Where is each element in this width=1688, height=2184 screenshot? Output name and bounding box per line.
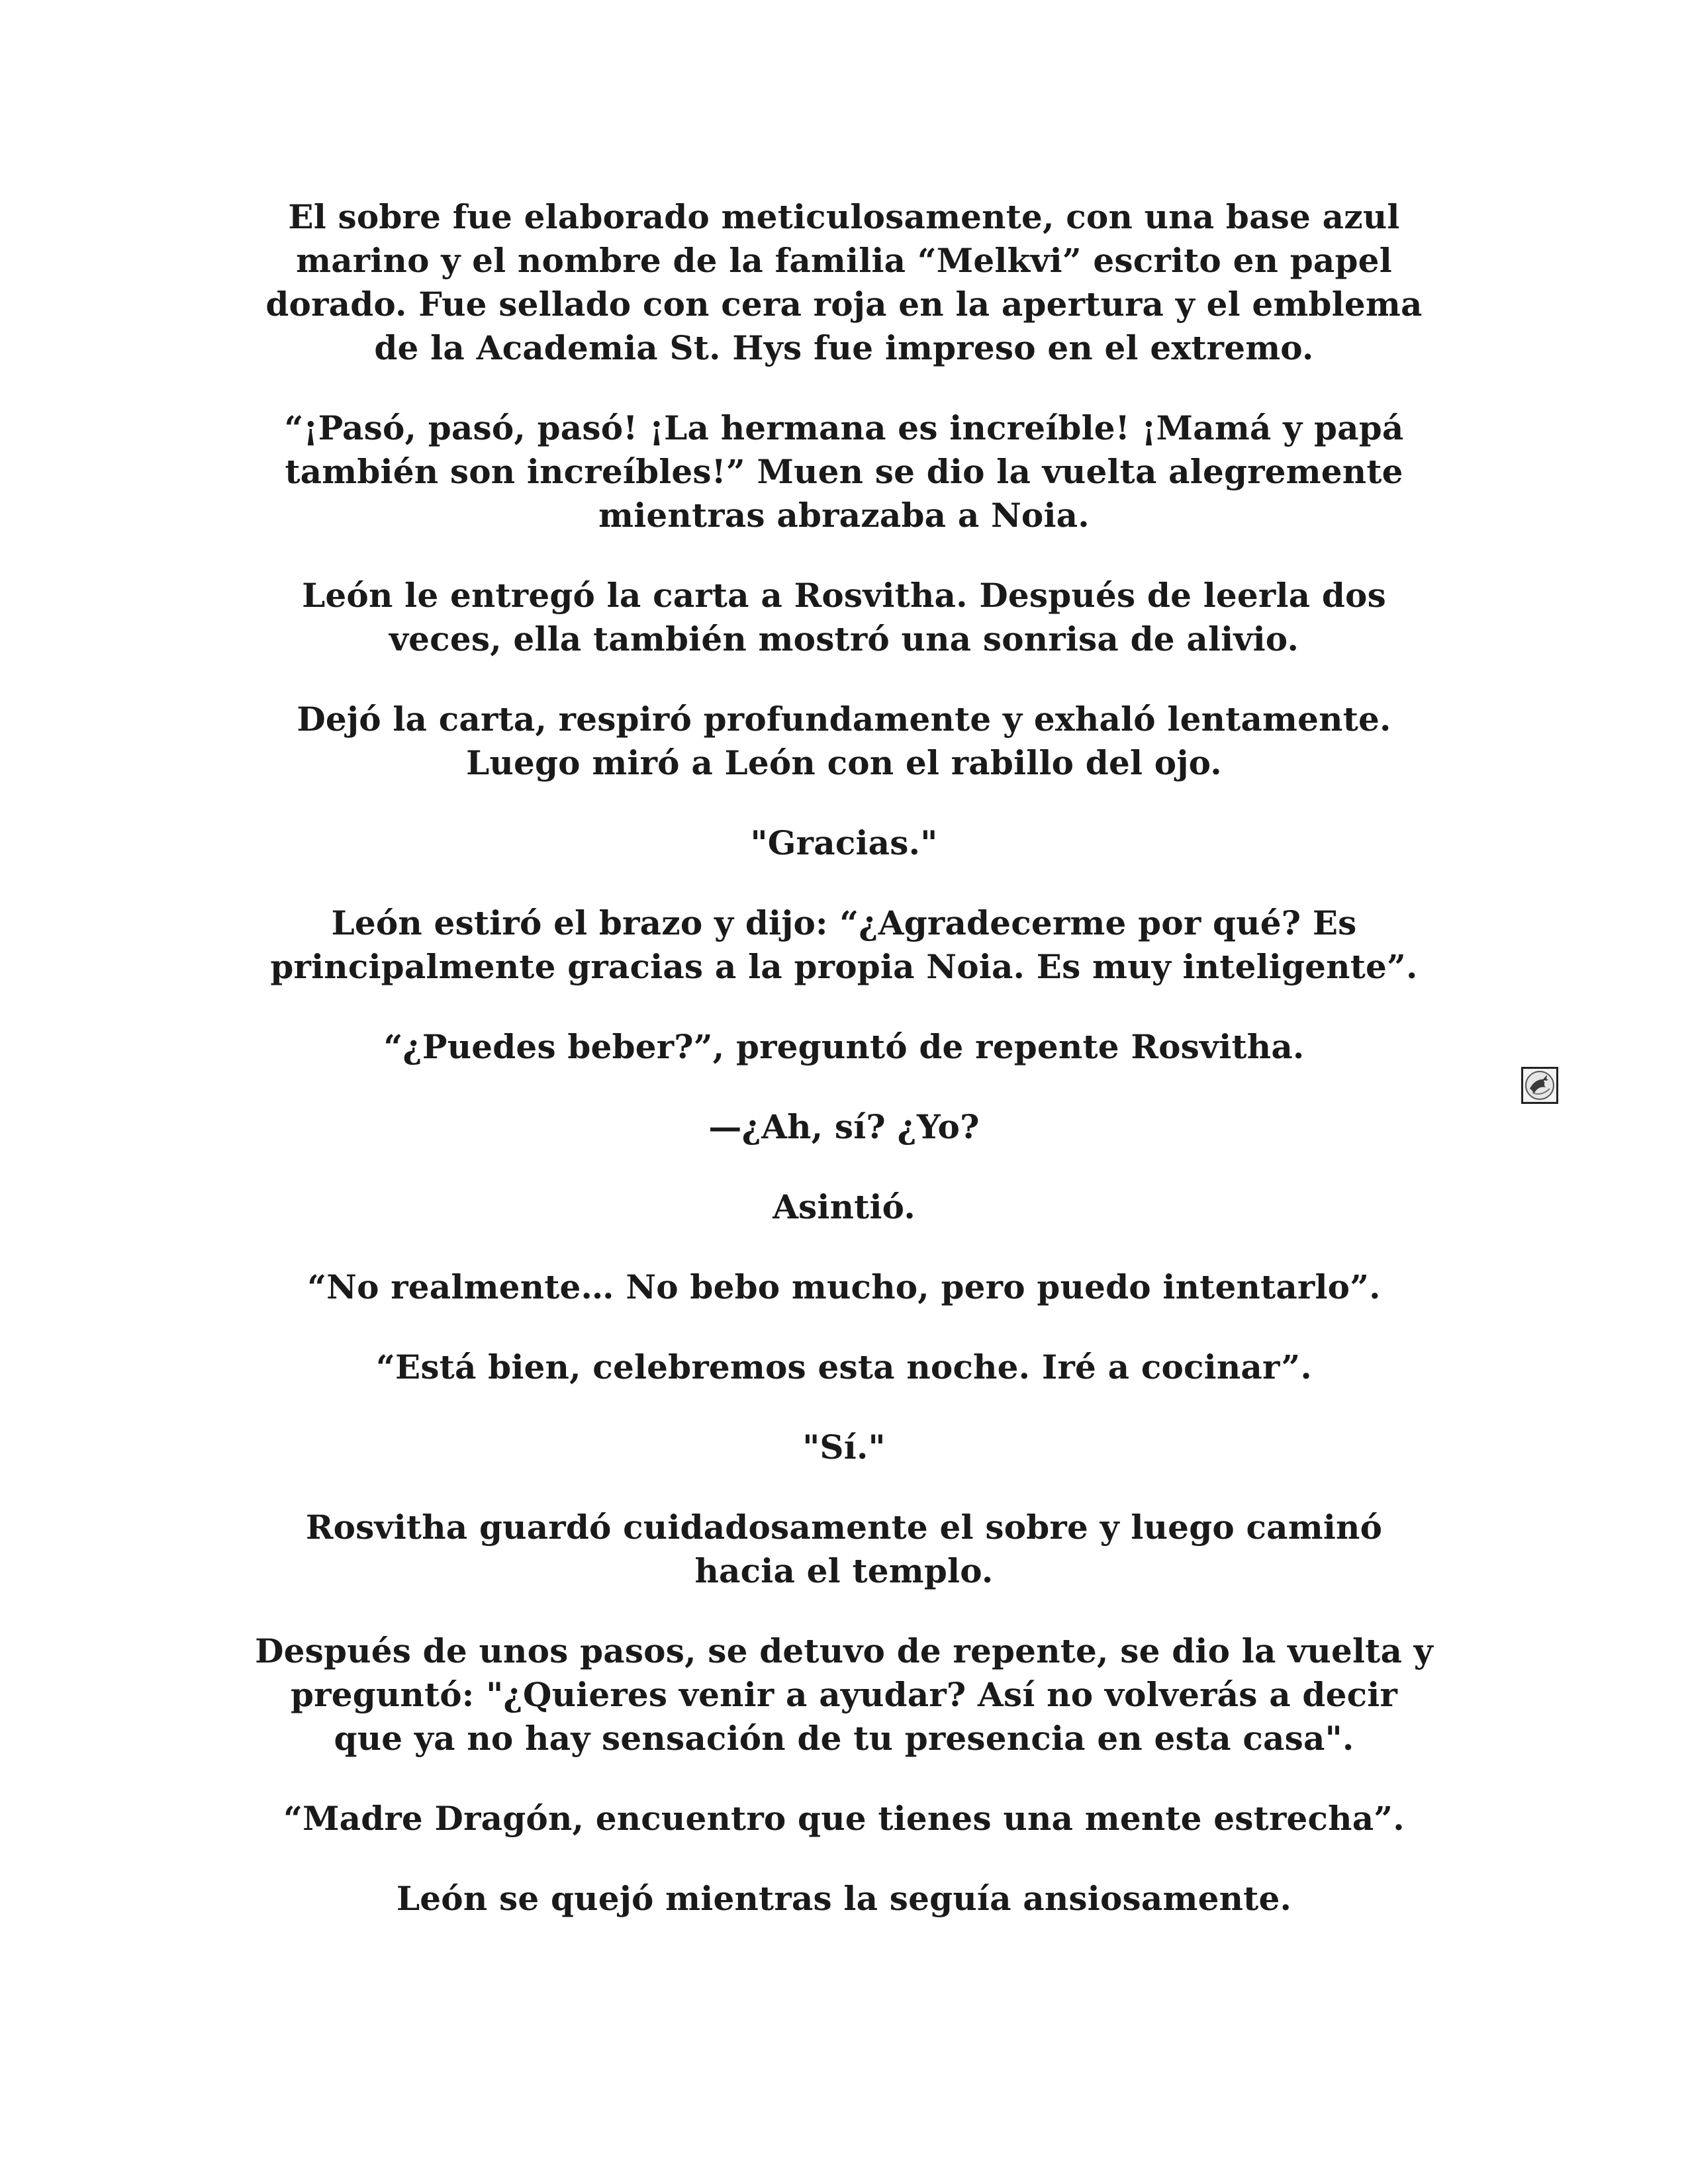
document-body [225,195,1463,1957]
paragraph-line: hacia el templo. [694,1551,994,1590]
paragraph-line: dorado. Fue sellado con cera roja en la apertura y el emblema [265,285,1423,324]
paragraph [225,1629,1463,1760]
paragraph-line: León estiró el brazo y dijo: “¿Agradecerme por qué? Es [331,903,1357,942]
paragraph [225,406,1463,537]
paragraph [225,1265,1463,1309]
paragraph-line: Dejó la carta, respiró profundamente y exhaló lentamente. [297,700,1391,739]
paragraph [225,1025,1463,1069]
paragraph [225,1877,1463,1921]
paragraph [225,821,1463,865]
paragraph [225,1345,1463,1389]
paragraph-line: mientras abrazaba a Noia. [598,496,1090,535]
paragraph-line: Luego miró a León con el rabillo del ojo. [466,743,1222,782]
paragraph-line: —¿Ah, sí? ¿Yo? [708,1107,980,1146]
paragraph-line: también son increíbles!” Muen se dio la vuelta alegremente [285,452,1403,491]
dragon-emblem-icon [1521,1067,1558,1104]
paragraph [225,1426,1463,1469]
paragraph-line: “Está bien, celebremos esta noche. Iré a cocinar”. [376,1347,1312,1387]
paragraph-line: Después de unos pasos, se detuvo de repente, se dio la vuelta y [255,1631,1433,1670]
paragraph-line: de la Academia St. Hys fue impreso en el extremo. [374,328,1314,367]
paragraph-line: que ya no hay sensación de tu presencia en esta casa". [334,1719,1354,1758]
paragraph-line: El sobre fue elaborado meticulosamente, con una base azul [288,197,1400,236]
paragraph-line: veces, ella también mostró una sonrisa de alivio. [389,619,1299,659]
paragraph-line: “No realmente… No bebo mucho, pero puedo intentarlo”. [307,1267,1381,1306]
paragraph-line: León se quejó mientras la seguía ansiosamente. [396,1879,1292,1918]
paragraph-line: “¡Pasó, pasó, pasó! ¡La hermana es increíble! ¡Mamá y papá [284,408,1404,447]
paragraph-line: Rosvitha guardó cuidadosamente el sobre y luego caminó [305,1508,1383,1547]
paragraph [225,901,1463,989]
paragraph-line: "Gracias." [750,823,938,862]
paragraph [225,1506,1463,1593]
paragraph-line: Asintió. [773,1187,915,1226]
paragraph [225,195,1463,370]
paragraph [225,1105,1463,1149]
paragraph-line: "Sí." [802,1428,886,1467]
paragraph [225,1185,1463,1229]
paragraph-line: “Madre Dragón, encuentro que tienes una mente estrecha”. [283,1799,1405,1838]
paragraph [225,698,1463,785]
paragraph-line: principalmente gracias a la propia Noia. Es muy inteligente”. [270,947,1418,986]
paragraph-line: preguntó: "¿Quieres venir a ayudar? Así no volverás a decir [290,1675,1397,1714]
paragraph-line: León le entregó la carta a Rosvitha. Después de leerla dos [302,576,1386,615]
paragraph [225,1797,1463,1841]
paragraph-line: “¿Puedes beber?”, preguntó de repente Rosvitha. [383,1027,1305,1066]
paragraph [225,574,1463,661]
paragraph-line: marino y el nombre de la familia “Melkvi” escrito en papel [296,241,1392,280]
